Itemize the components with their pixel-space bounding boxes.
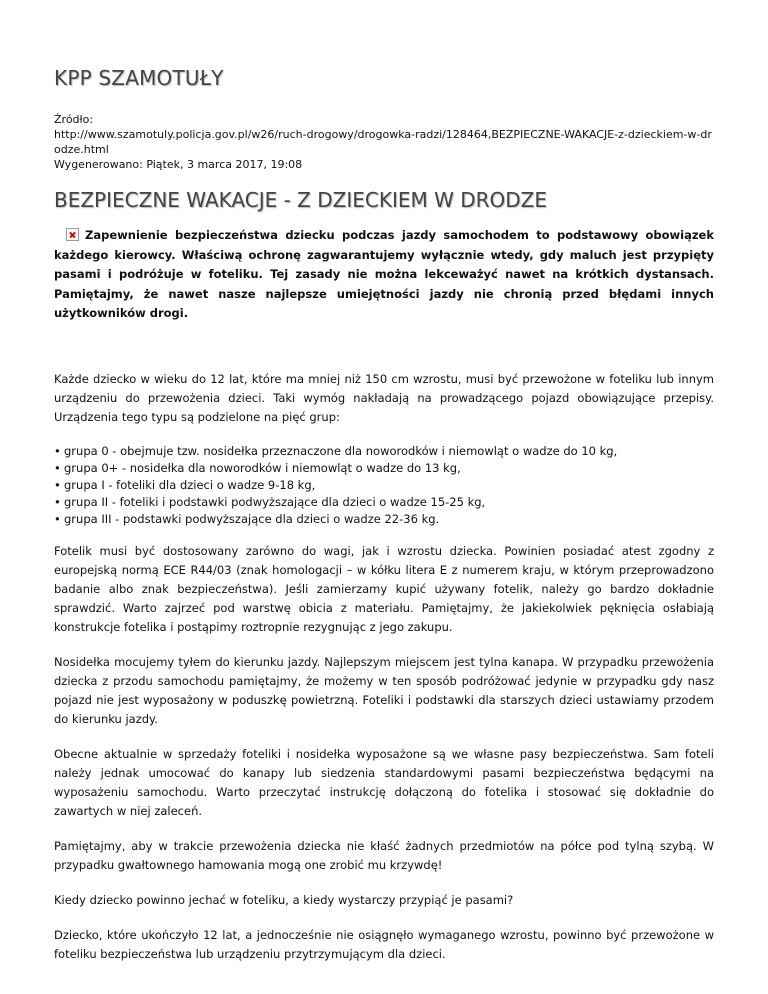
groups-list [54,443,714,528]
list-item: • grupa 0+ - nosidełka dla noworodków i niemowląt o wadze do 13 kg, [64,460,714,477]
document-meta [54,112,714,172]
source-url: http://www.szamotuly.policja.gov.pl/w26/ruch-drogowy/drogowka-radzi/128464,BEZPIECZNE-WAKACJE-z-dzieckiem-w-drodze.html [54,128,712,156]
paragraph-1: Każde dziecko w wieku do 12 lat, które ma mniej niż 150 cm wzrostu, musi być przewożone w foteliku lub innym urządzeniu do przewożenia dzieci. Taki wymóg nakładają na prowadzącego pojazd obowiązujące przepisy. Urządzenia tego typu są podzielone na pięć grup: [54,371,714,424]
paragraph-3: Nosidełka mocujemy tyłem do kierunku jazdy. Najlepszym miejscem jest tylna kanapa. W przypadku przewożenia dziecka z przodu samochodu pamiętajmy, że możemy w ten sposób podróżować jedynie w przypadku gdy nasz pojazd nie jest wyposażony w poduszkę powietrzną. Foteliki i podstawki dla starszych dzieci ustawiamy przodem do kierunku jazdy. [54,654,714,726]
list-item: • grupa III - podstawki podwyższające dla dzieci o wadze 22-36 kg. [64,511,714,528]
source-label: Źródło: [54,113,94,126]
paragraph-7: Dziecko, które ukończyło 12 lat, a jednocześnie nie osiągnęło wymaganego wzrostu, powinno być przewożone w foteliku bezpieczeństwa lub urządzeniu przytrzymującym dla dzieci. [54,927,714,961]
site-title: KPP SZAMOTUŁY [54,66,224,90]
list-item: • grupa II - foteliki i podstawki podwyższające dla dzieci o wadze 15-25 kg, [64,494,714,511]
paragraph-2: Fotelik musi być dostosowany zarówno do wagi, jak i wzrostu dziecka. Powinien posiadać atest zgodny z europejską normą ECE R44/03 (znak homologacji – w kółku litera E z numerem kraju, w którym przeprowadzono badanie albo znak bezpieczeństwa). Jeśli zamierzamy kupić używany fotelik, należy go bardzo dokładnie sprawdzić. Warto zajrzeć pod warstwę obicia z materiału. Pamiętajmy, że jakiekolwiek pęknięcia osłabiają konstrukcje fotelika i postąpimy roztropnie rezygnując z jego zakupu. [54,543,714,634]
article-lead [54,226,714,324]
paragraph-5: Pamiętajmy, aby w trakcie przewożenia dziecka nie kłaść żadnych przedmiotów na półce pod tylną szybą. W przypadku gwałtownego hamowania mogą one zrobić mu krzywdę! [54,838,714,872]
broken-image-icon [66,228,79,241]
list-item: • grupa 0 - obejmuje tzw. nosidełka przeznaczone dla noworodków i niemowląt o wadze do 10 kg, [64,443,714,460]
article-title: BEZPIECZNE WAKACJE - Z DZIECKIEM W DRODZE [54,188,547,212]
paragraph-6: Kiedy dziecko powinno jechać w foteliku, a kiedy wystarczy przypiąć je pasami? [54,892,514,907]
list-item: • grupa I - foteliki dla dzieci o wadze 9-18 kg, [64,477,714,494]
paragraph-4: Obecne aktualnie w sprzedaży foteliki i nosidełka wyposażone są we własne pasy bezpieczeństwa. Sam foteli należy jednak umocować do kanapy lub siedzenia standardowymi pasami bezpieczeństwa będącymi na wyposażeniu samochodu. Warto przeczytać instrukcję dołączoną do fotelika i stosować się dokładnie do zawartych w niej zaleceń. [54,746,714,818]
generated-date: Wygenerowano: Piątek, 3 marca 2017, 19:08 [54,158,303,171]
lead-text: Zapewnienie bezpieczeństwa dziecku podczas jazdy samochodem to podstawowy obowiązek każdego kierowcy. Właściwą ochronę zagwarantujemy wyłącznie wtedy, gdy maluch jest przypięty pasami i podróżuje w foteliku. Tej zasady nie można lekceważyć nawet na krótkich dystansach. Pamiętajmy, że nawet nasze najlepsze umiejętności jazdy nie chronią przed błędami innych użytkowników drogi. [54,228,714,320]
